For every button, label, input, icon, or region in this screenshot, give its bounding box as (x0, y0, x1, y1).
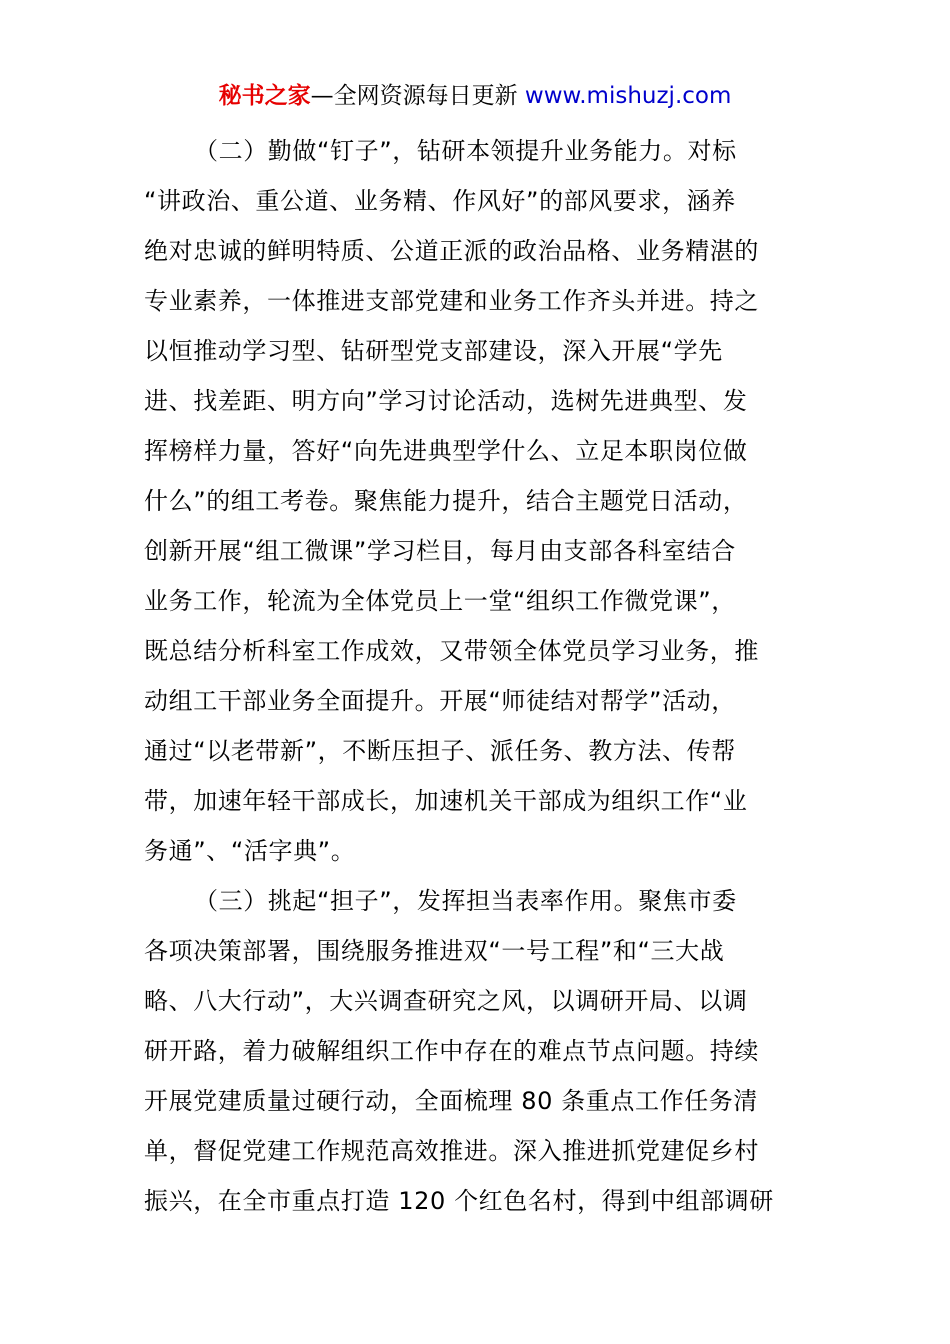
text-line: 挥榜样力量，答好“向先进典型学什么、立足本职岗位做 (144, 437, 748, 465)
site-tagline: —全网资源每日更新 (310, 83, 518, 109)
text-line: 单，督促党建工作规范高效推进。深入推进抓党建促乡村 (144, 1137, 759, 1165)
text-line: 通过“以老带新”，不断压担子、派任务、教方法、传帮 (144, 737, 736, 765)
text-line: 振兴，在全市重点打造 120 个红色名村，得到中组部调研 (144, 1187, 774, 1215)
text-line: 专业素养，一体推进支部党建和业务工作齐头并进。持之 (144, 287, 759, 315)
text-line: 略、八大行动”，大兴调查研究之风，以调研开局、以调 (144, 987, 748, 1015)
text-line: 业务工作，轮流为全体党员上一堂“组织工作微党课”， (144, 587, 736, 615)
text-line: 什么”的组工考卷。聚焦能力提升，结合主题党日活动， (144, 487, 748, 515)
text-line: 带，加速年轻干部成长，加速机关干部成为组织工作“业 (144, 787, 748, 815)
text-line: 开展党建质量过硬行动，全面梳理 80 条重点工作任务清 (144, 1087, 758, 1115)
text-line: 创新开展“组工微课”学习栏目，每月由支部各科室结合 (144, 537, 736, 565)
document-body (144, 126, 808, 1226)
text-line: 绝对忠诚的鲜明特质、公道正派的政治品格、业务精湛的 (144, 237, 759, 265)
text-line: 既总结分析科室工作成效，又带领全体党员学习业务，推 (144, 637, 759, 665)
text-line: “讲政治、重公道、业务精、作风好”的部风要求，涵养 (144, 187, 736, 215)
text-line: 研开路，着力破解组织工作中存在的难点节点问题。持续 (144, 1037, 759, 1065)
text-line: 务通”、“活字典”。 (144, 837, 356, 865)
text-line: （三）挑起“担子”，发挥担当表率作用。聚焦市委 (194, 887, 737, 915)
site-brand: 秘书之家 (218, 83, 311, 109)
text-line: 进、找差距、明方向”学习讨论活动，选树先进典型、发 (144, 387, 748, 415)
text-line: （二）勤做“钉子”，钻研本领提升业务能力。对标 (194, 137, 737, 165)
text-line: 各项决策部署，围绕服务推进双“一号工程”和“三大战 (144, 937, 725, 965)
site-header (0, 80, 950, 112)
text-line: 动组工干部业务全面提升。开展“师徒结对帮学”活动， (144, 687, 736, 715)
site-url-link[interactable]: www.mishuzj.com (517, 83, 732, 109)
text-line: 以恒推动学习型、钻研型党支部建设，深入开展“学先 (144, 337, 723, 365)
